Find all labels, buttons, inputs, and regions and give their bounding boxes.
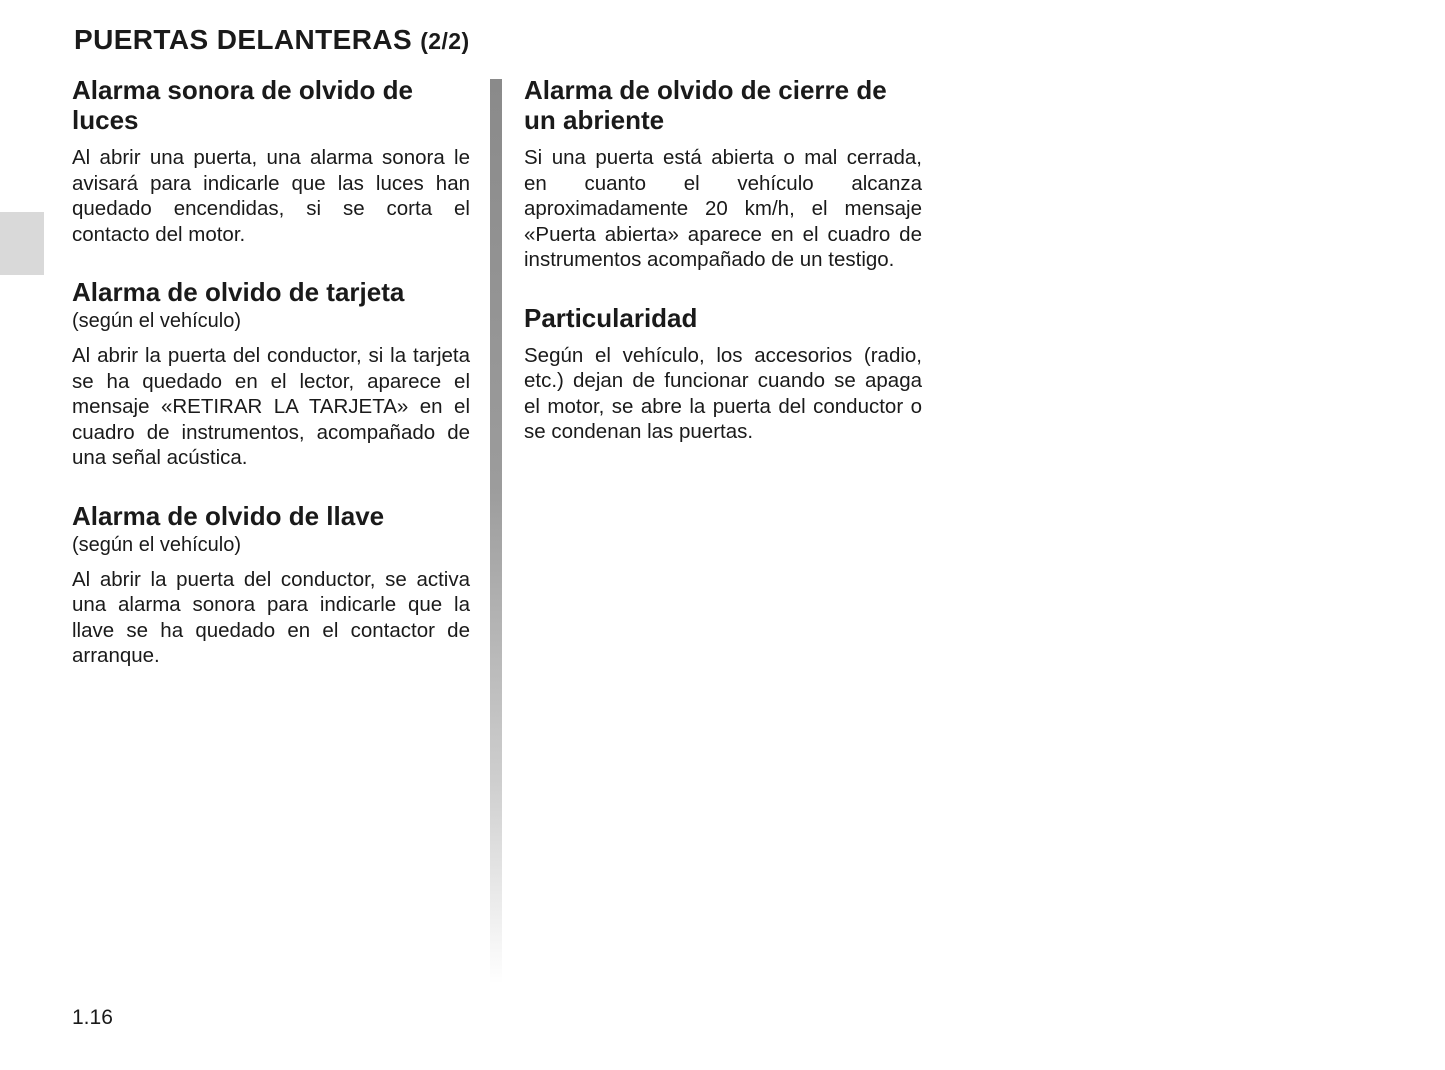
left-column xyxy=(72,75,470,699)
section-heading: Alarma de olvido de tarjeta xyxy=(72,277,405,307)
section-heading: Alarma de olvido de llave xyxy=(72,500,385,531)
section-heading: Particularidad xyxy=(524,302,698,333)
section-body: Al abrir la puerta del conductor, si la tarjeta se ha quedado en el lector, aparece el mensaje «RETIRAR LA TARJETA» en el cuadro de instrumentos, acompañado de una señal acústica. xyxy=(72,344,470,469)
section-note: (según el vehículo) xyxy=(72,310,241,332)
chapter-thumb-tab xyxy=(0,212,44,275)
section-note: (según el vehículo) xyxy=(72,533,241,556)
section-door-open-alarm xyxy=(524,75,922,273)
section-heading: Alarma de olvido de cierre de un abriente xyxy=(524,75,887,135)
section-card-alarm xyxy=(72,277,470,471)
section-key-alarm xyxy=(72,501,470,669)
section-body: Según el vehículo, los accesorios (radio, etc.) dejan de funcionar cuando se apaga el motor, se abre la puerta del conductor o se condenan las puertas. xyxy=(524,343,922,443)
page-title xyxy=(74,24,470,56)
section-body: Al abrir la puerta del conductor, se activa una alarma sonora para indicarle que la llave se ha quedado en el contactor de arranque. xyxy=(72,567,470,667)
page-title-part-indicator: (2/2) xyxy=(420,28,470,54)
page-title-text: PUERTAS DELANTERAS xyxy=(74,24,413,55)
section-body: Si una puerta está abierta o mal cerrada, en cuanto el vehículo alcanza aproximadamente 20 km/h, el mensaje «Puerta abierta» aparece en el cuadro de instrumentos acompañado de un testigo. xyxy=(524,146,922,271)
right-column xyxy=(524,75,922,475)
section-heading: Alarma sonora de olvido de luces xyxy=(72,75,413,135)
section-lights-alarm xyxy=(72,75,470,247)
section-body: Al abrir una puerta, una alarma sonora le avisará para indicarle que las luces han quedado encendidas, si se corta el contacto del motor. xyxy=(72,146,470,246)
column-divider xyxy=(490,79,502,984)
page-number: 1.16 xyxy=(72,1006,113,1029)
section-particularity xyxy=(524,303,922,445)
